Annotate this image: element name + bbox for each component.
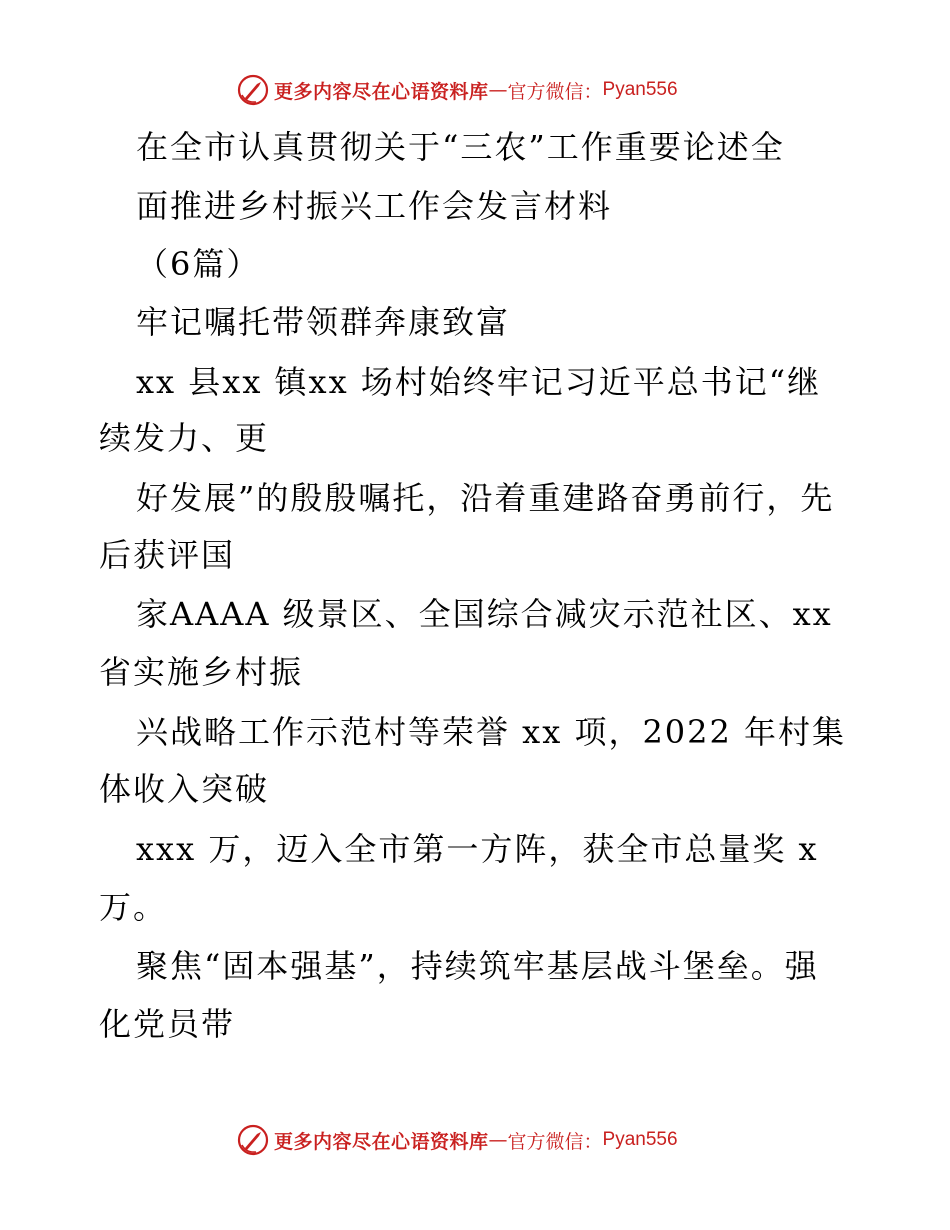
banner-wechat-label: 官方微信： [507,1130,603,1153]
doc-line: xx 县xx 镇xx 场村始终牢记习近平总书记“继 [136,363,822,401]
doc-line: 万。 [99,888,168,926]
doc-line: 续发力、更 [99,419,270,457]
banner-dash: — [488,1129,508,1151]
doc-line: 省实施乡村振 [99,653,304,691]
doc-line: 牢记嘱托带领群奔康致富 [136,303,511,341]
doc-line: 家AAAA 级景区、全国综合减灾示范社区、xx [136,595,833,633]
pen-nib-logo-icon [236,1123,270,1157]
banner-wechat-label: 官方微信： [507,80,603,103]
doc-line: 后获评国 [99,536,236,574]
doc-line: 聚焦“固本强基”，持续筑牢基层战斗堡垒。强 [136,947,819,985]
banner-dash: — [488,79,508,101]
banner-wechat-id: Pyan556 [602,1129,678,1150]
banner-main-text: 更多内容尽在心语资料库 [274,1130,489,1153]
doc-line: xxx 万，迈入全市第一方阵，获全市总量奖 x [136,830,819,868]
header-banner [236,72,756,108]
banner-wechat-id: Pyan556 [602,79,678,100]
doc-line: 化党员带 [99,1005,236,1043]
footer-banner [236,1122,756,1158]
doc-line: 好发展”的殷殷嘱托，沿着重建路奋勇前行，先 [136,479,835,517]
doc-title-line-3: （6篇） [136,245,261,283]
banner-main-text: 更多内容尽在心语资料库 [274,80,489,103]
doc-line: 兴战略工作示范村等荣誉 xx 项，2022 年村集 [136,713,847,751]
pen-nib-logo-icon [236,73,270,107]
doc-line: 体收入突破 [99,770,270,808]
doc-title-line-1: 在全市认真贯彻关于“三农”工作重要论述全 [136,128,785,166]
doc-title-line-2: 面推进乡村振兴工作会发言材料 [136,187,613,225]
